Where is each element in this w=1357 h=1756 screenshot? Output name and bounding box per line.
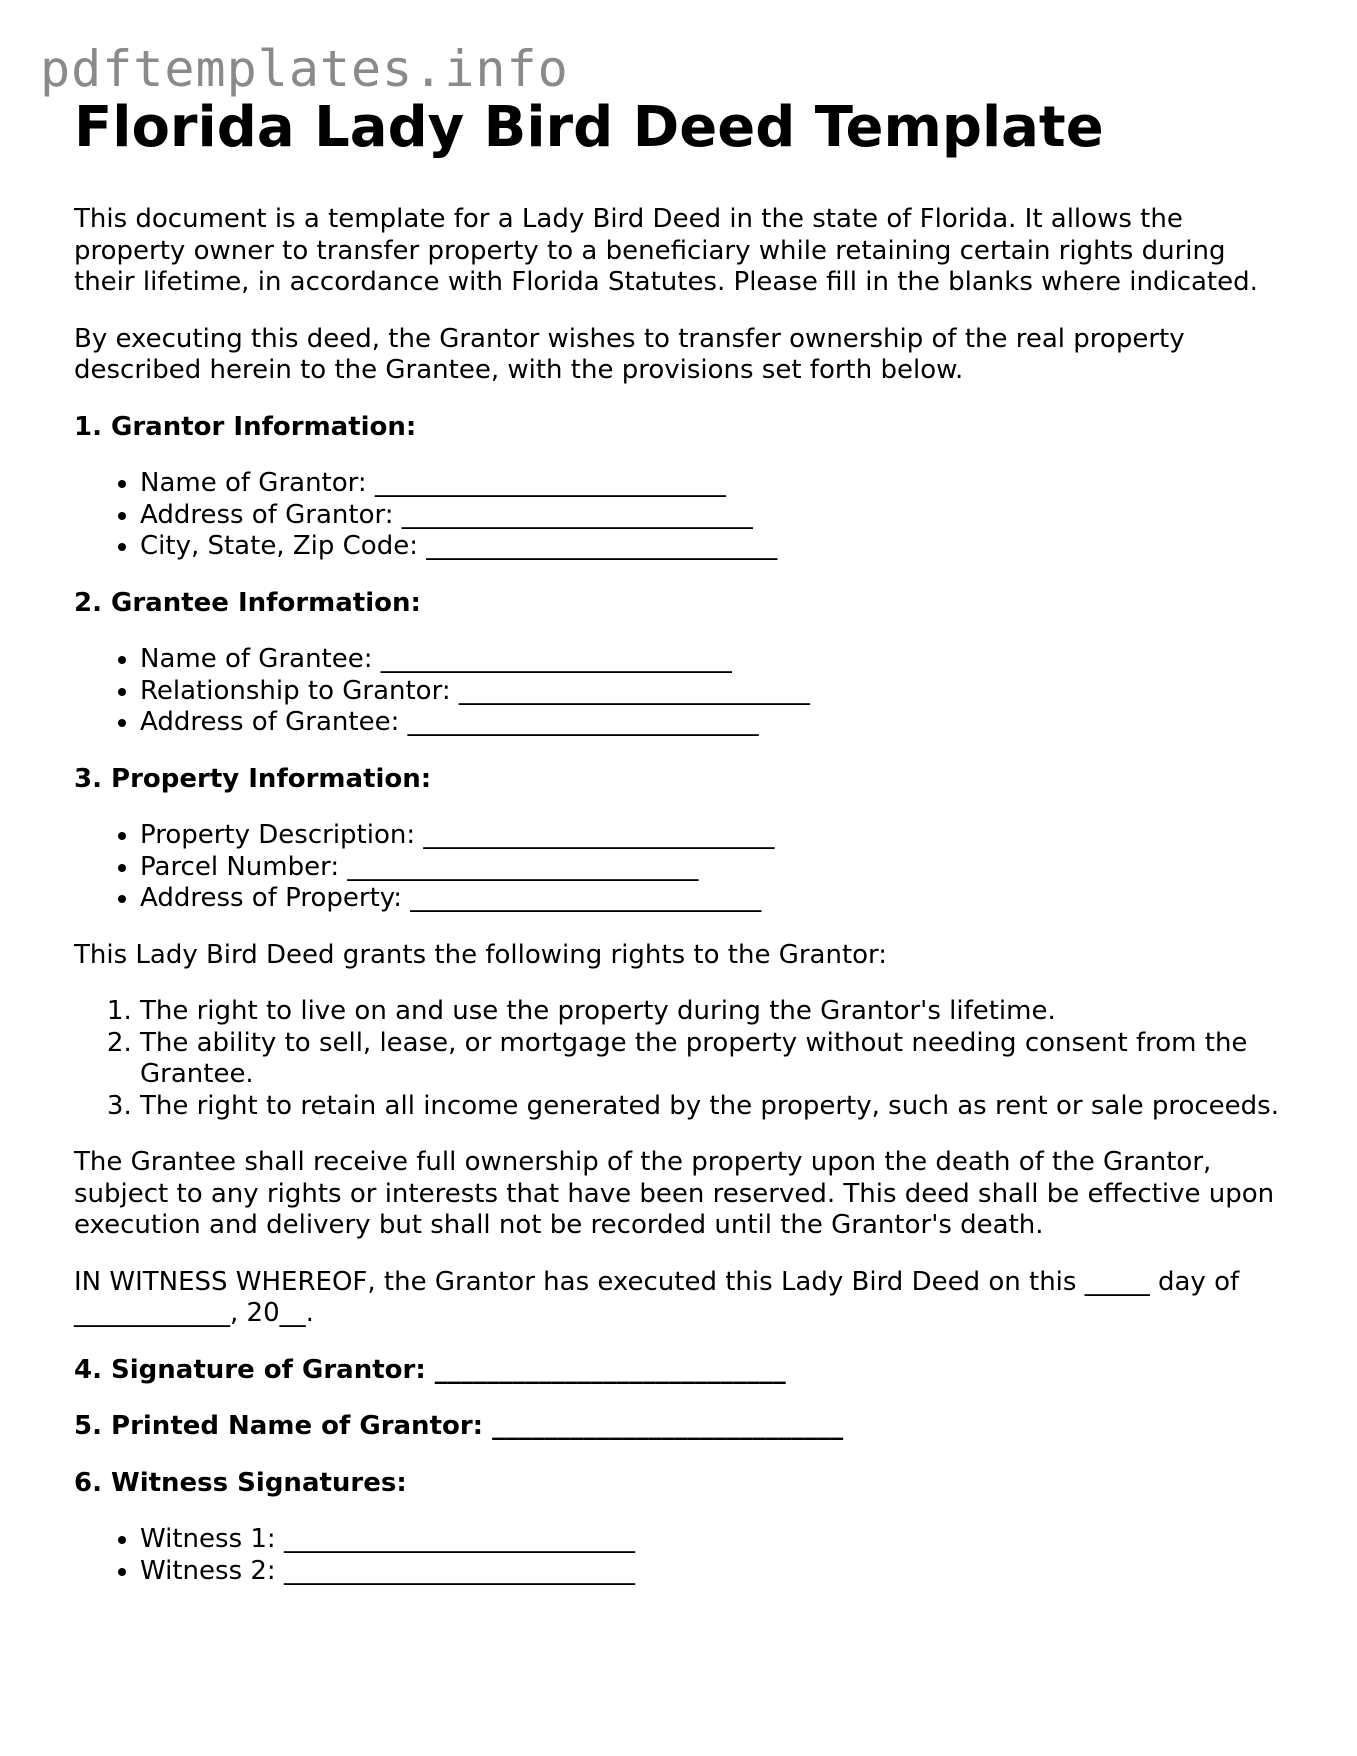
grantor-address-field: • Address of Grantor: ___________________________ (140, 500, 1284, 532)
rights-list (74, 996, 1284, 1122)
witness-2-line: • Witness 2: ___________________________ (140, 1556, 1284, 1588)
ownership-paragraph: The Grantee shall receive full ownership of the property upon the death of the Grantor, subject to any rights or interests that have been reserved. This deed shall be effective upon execution and delivery but shall not be recorded until the Grantor's death. (74, 1147, 1275, 1240)
grantee-list (74, 644, 1284, 739)
watermark: pdftemplates.info (40, 40, 569, 98)
rights-intro: This Lady Bird Deed grants the following rights to the Grantor: (74, 939, 888, 970)
grantor-name-field: • Name of Grantor: ___________________________ (140, 468, 1284, 500)
grantor-list (74, 468, 1284, 563)
witness-list (74, 1524, 1284, 1587)
page-title: Florida Lady Bird Deed Template (74, 95, 1104, 160)
property-heading: 3. Property Information: (74, 763, 432, 794)
property-description-field: • Property Description: ___________________________ (140, 820, 1284, 852)
right-item: 2. The ability to sell, lease, or mortgage the property without needing consent from the Grantee. (140, 1028, 1284, 1091)
printed-name-line: 5. Printed Name of Grantor: ___________________________ (74, 1411, 844, 1441)
intro-paragraph-1: This document is a template for a Lady Bird Deed in the state of Florida. It allows the property owner to transfer property to a beneficiary while retaining certain rights during their lifetime, in accordance with Florida Statutes. Please fill in the blanks where indicated. (74, 204, 1258, 297)
grantee-heading: 2. Grantee Information: (74, 587, 421, 618)
parcel-number-field: • Parcel Number: ___________________________ (140, 852, 1284, 884)
grantee-relationship-field: • Relationship to Grantor: ___________________________ (140, 676, 1284, 708)
property-address-field: • Address of Property: ___________________________ (140, 883, 1284, 915)
grantor-heading: 1. Grantor Information: (74, 411, 417, 442)
grantee-address-field: • Address of Grantee: ___________________________ (140, 707, 1284, 739)
grantor-signature-line: 4. Signature of Grantor: ___________________________ (74, 1354, 786, 1385)
grantor-city-field: • City, State, Zip Code: ___________________________ (140, 531, 1284, 563)
witness-clause: IN WITNESS WHEREOF, the Grantor has executed this Lady Bird Deed on this _____ day of ____________, 20__. (74, 1266, 1240, 1328)
intro-paragraph-2: By executing this deed, the Grantor wishes to transfer ownership of the real property described herein to the Grantee, with the provisions set forth below. (74, 323, 1185, 385)
document-page (74, 96, 1284, 1612)
witness-heading: 6. Witness Signatures: (74, 1467, 407, 1498)
property-list (74, 820, 1284, 915)
grantee-name-field: • Name of Grantee: ___________________________ (140, 644, 1284, 676)
witness-1-line: • Witness 1: ___________________________ (140, 1524, 1284, 1556)
right-item: 3. The right to retain all income generated by the property, such as rent or sale proceeds. (140, 1091, 1284, 1123)
right-item: 1. The right to live on and use the property during the Grantor's lifetime. (140, 996, 1284, 1028)
